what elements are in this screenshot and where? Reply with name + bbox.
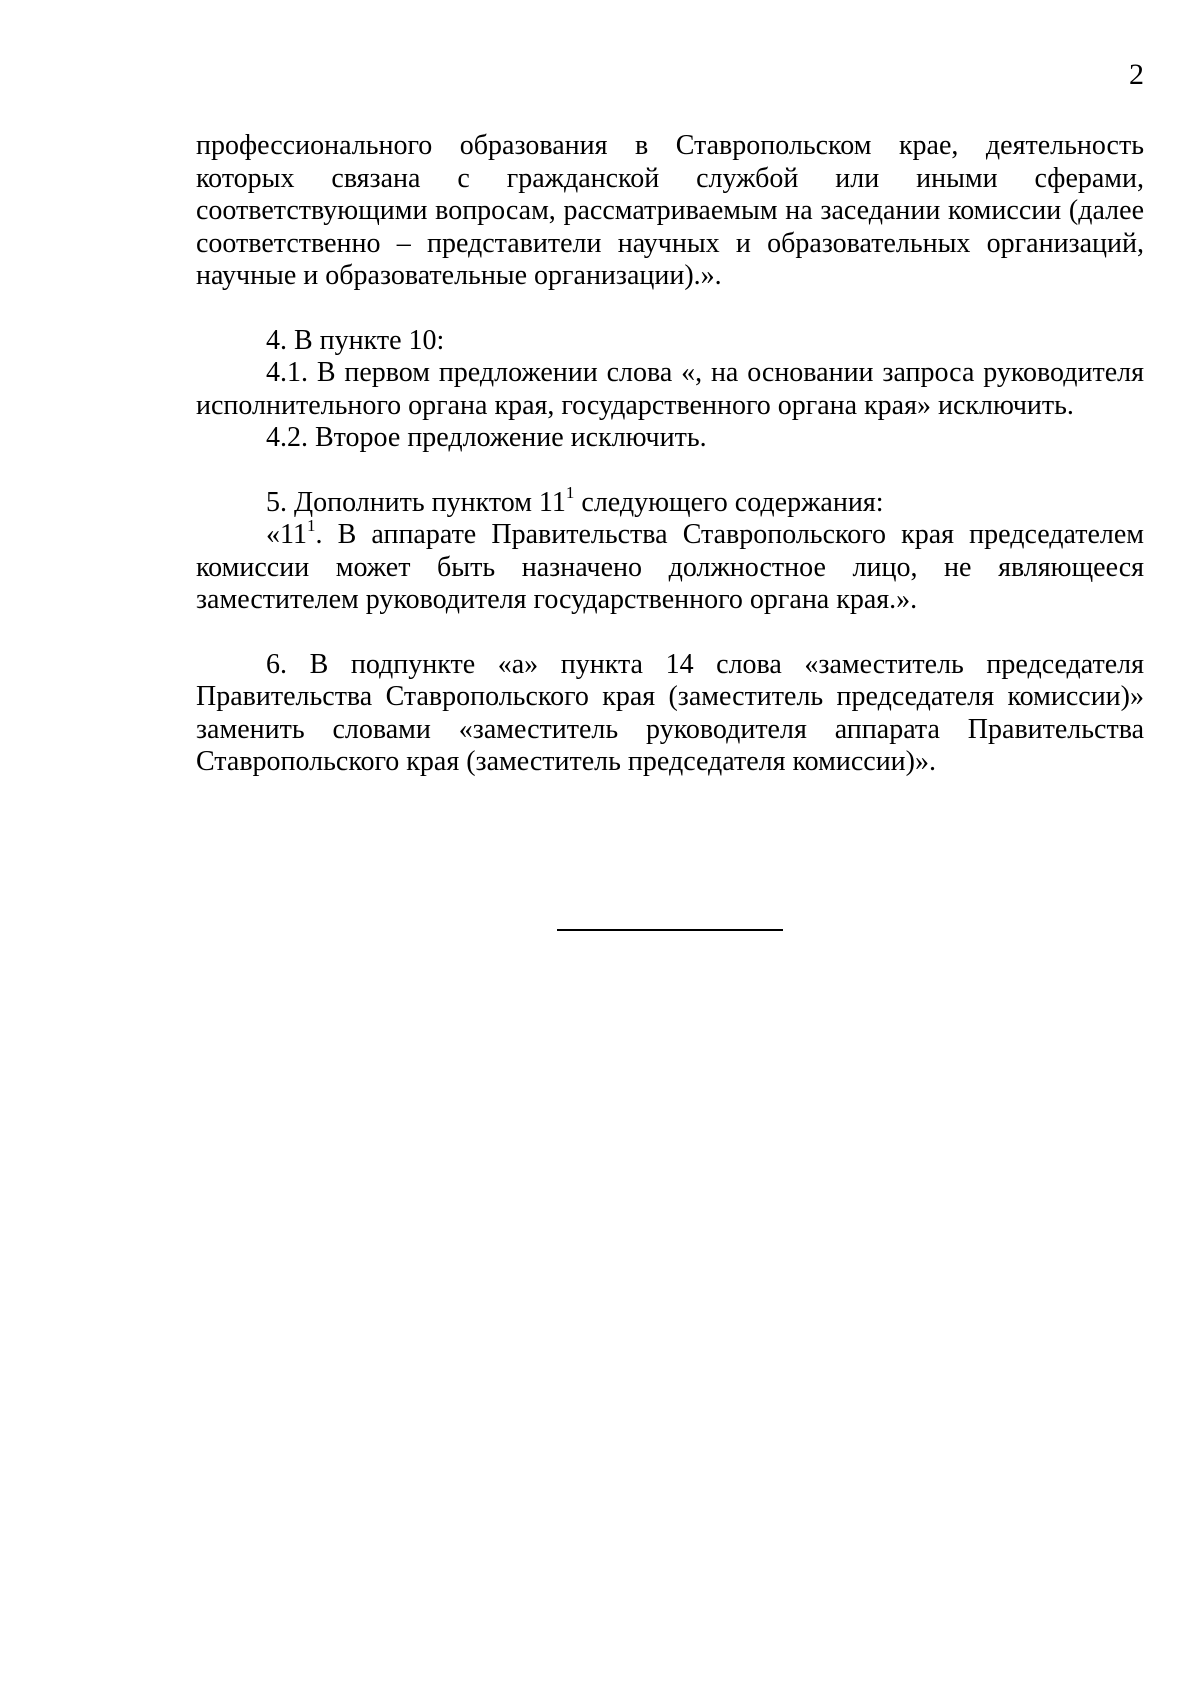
item-5-quote-start: «11 (266, 519, 307, 550)
item-4-heading: 4. В пункте 10: (266, 324, 445, 356)
page-number: 2 (1129, 58, 1144, 91)
item-6: 6. В подпункте «а» пункта 14 слова «заместитель председателя Правительства Ставропольского края (заместитель председателя комиссии)» заменить словами «заместитель руководителя аппарата Правительства Ставропольского края (заместитель председателя комиссии)». (196, 648, 1144, 777)
item-5-heading-superscript: 1 (565, 483, 575, 503)
document-body (196, 130, 1144, 779)
paragraph-continuation: профессионального образования в Ставропольском крае, деятельность которых связана с гражданской службой или иными сферами, соответствующими вопросам, рассматриваемым на заседании комиссии (далее соответственно – представители научных и образовательных организаций, научные и образовательные организации).». (196, 130, 1144, 291)
item-4-1: 4.1. В первом предложении слова «, на основании запроса руководителя исполнительного органа края, государственного органа края» исключить. (196, 357, 1144, 421)
item-5-quote-superscript: 1 (306, 515, 316, 535)
item-5-quote-text: . В аппарате Правительства Ставропольского края председателем комиссии может быть назначено должностное лицо, не являющееся заместителем руководителя государственного органа края.». (196, 519, 1144, 615)
item-5-quote (196, 515, 1144, 617)
item-5-heading-text: 5. Дополнить пунктом 11 (266, 486, 566, 518)
item-4-2: 4.2. Второе предложение исключить. (266, 422, 707, 453)
item-5-heading (196, 483, 1144, 520)
item-5-heading-tail: следующего содержания: (574, 486, 884, 518)
end-of-document-rule (557, 929, 783, 931)
